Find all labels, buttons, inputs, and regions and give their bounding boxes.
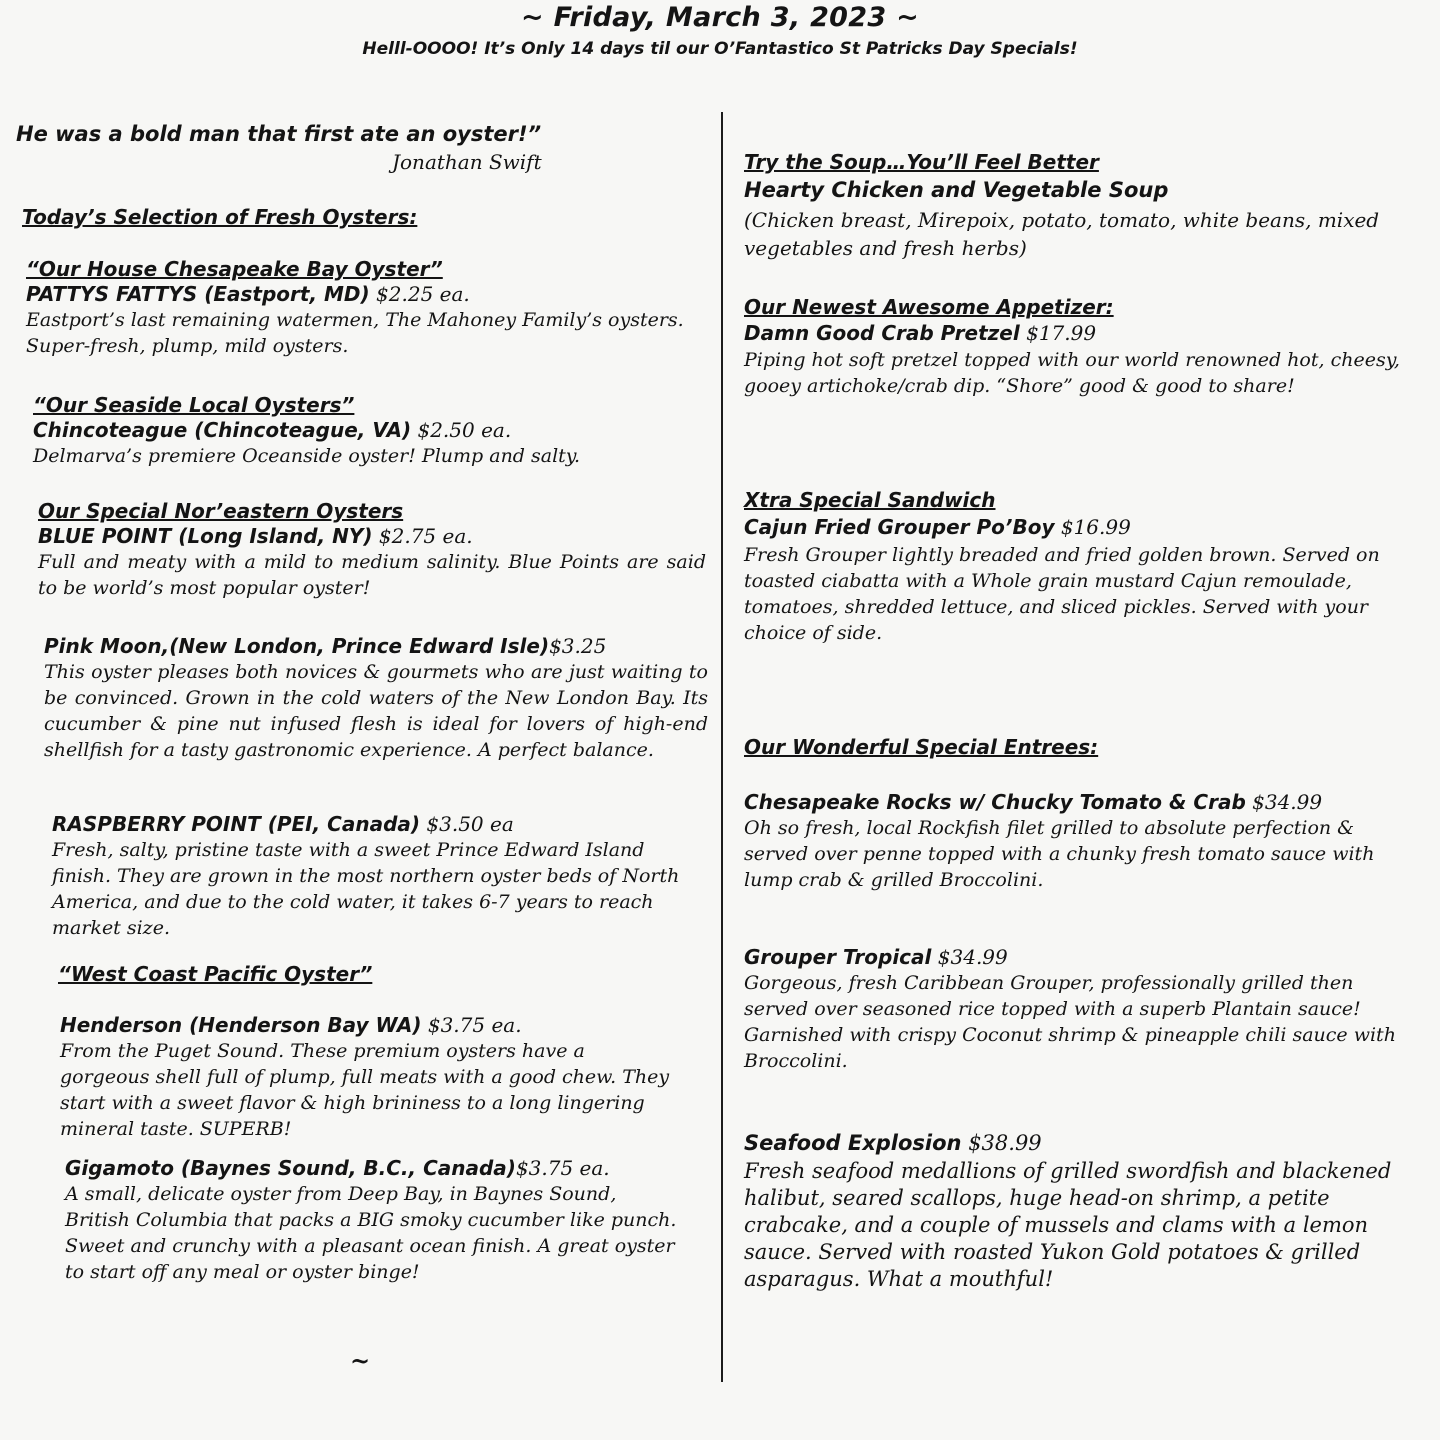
appetizer-section	[744, 295, 1414, 399]
oyster-name: Gigamoto (Baynes Sound, B.C., Canada)	[65, 1156, 516, 1180]
sandwich-name: Cajun Fried Grouper Po’Boy	[744, 515, 1055, 539]
entree-description: Oh so fresh, local Rockfish filet grilled to absolute perfection & served over penne topped with a chunky fresh tomato sauce with lump crab & grilled Broccolini.	[744, 817, 1375, 891]
oyster-item	[26, 257, 691, 359]
oyster-description: This oyster pleases both novices & gourmets who are just waiting to be convinced. Grown in the cold waters of the New London Bay. Its cucumber & pine nut infused flesh is ideal for lovers of high-end shellfish for a tasty gastronomic experience. A perfect balance.	[44, 661, 708, 761]
oyster-description: A small, delicate oyster from Deep Bay, in Baynes Sound, British Columbia that packs a BIG smoky cucumber like punch. Sweet and crunchy with a pleasant ocean finish. A great oyster to start off any meal or oyster binge!	[65, 1183, 677, 1283]
entree-description: Fresh seafood medallions of grilled swordfish and blackened halibut, seared scallops, huge head-on shrimp, a petite crabcake, and a couple of mussels and clams with a lemon sauce. Served with roasted Yukon Gold potatoes & grilled asparagus. What a mouthful!	[744, 1159, 1392, 1291]
sandwich-price: $16.99	[1060, 515, 1131, 539]
oyster-name: Pink Moon,(New London, Prince Edward Isle)	[44, 634, 550, 658]
soup-section	[744, 150, 1424, 262]
appetizer-name: Damn Good Crab Pretzel	[744, 321, 1020, 345]
oyster-section-heading: Today’s Selection of Fresh Oysters:	[22, 205, 418, 229]
menu-tagline: Helll-OOOO! It’s Only 14 days til our O’Fantastico St Patricks Day Specials!	[362, 39, 1078, 59]
oyster-price: $2.25 ea.	[376, 282, 470, 306]
oyster-price: $2.75 ea.	[378, 524, 473, 548]
oyster-description: Fresh, salty, pristine taste with a sweet Prince Edward Island finish. They are grown in the most northern oyster beds of North America, and due to the cold water, it takes 6-7 years to reach market size.	[52, 839, 680, 939]
entree-price: $34.99	[937, 945, 1008, 969]
quote-text: He was a bold man that first ate an oyster!”	[16, 122, 542, 146]
oyster-item	[44, 633, 708, 763]
entree-item	[744, 944, 1409, 1074]
oyster-item	[38, 499, 706, 601]
oyster-category: “West Coast Pacific Oyster”	[58, 962, 373, 986]
oyster-category: Our Special Nor’eastern Oysters	[38, 499, 404, 523]
entree-name: Grouper Tropical	[744, 945, 932, 969]
entree-name: Chesapeake Rocks w/ Chucky Tomato & Crab	[744, 790, 1246, 814]
oyster-description: Full and meaty with a mild to medium salinity. Blue Points are said to be world’s most popular oyster!	[38, 551, 706, 599]
oyster-name: BLUE POINT (Long Island, NY)	[38, 524, 373, 548]
oyster-item	[65, 1155, 685, 1285]
oyster-item	[33, 393, 693, 469]
oyster-description: From the Puget Sound. These premium oysters have a gorgeous shell full of plump, full meats with a good chew. They start with a sweet flavor & high brininess to a long lingering mineral taste. SUPERB!	[60, 1040, 670, 1140]
appetizer-heading: Our Newest Awesome Appetizer:	[744, 295, 1114, 319]
oyster-name: Henderson (Henderson Bay WA)	[60, 1013, 422, 1037]
closing-tilde: ~	[350, 1346, 371, 1375]
entree-item	[744, 1128, 1394, 1293]
entree-name: Seafood Explosion	[744, 1131, 962, 1155]
entree-description: Gorgeous, fresh Caribbean Grouper, professionally grilled then served over seasoned rice topped with a superb Plantain sauce! Garnished with crispy Coconut shrimp & pineapple chili sauce with Broccolini.	[744, 972, 1396, 1072]
opening-quote	[16, 122, 576, 174]
oyster-price: $3.50 ea	[426, 812, 514, 836]
oyster-name: PATTYS FATTYS (Eastport, MD)	[26, 282, 370, 306]
menu-header	[0, 0, 1440, 59]
appetizer-price: $17.99	[1026, 321, 1097, 345]
appetizer-description: Piping hot soft pretzel topped with our world renowned hot, cheesy, gooey artichoke/crab dip. “Shore” good & good to share!	[744, 349, 1400, 397]
sandwich-heading: Xtra Special Sandwich	[744, 488, 996, 512]
oyster-description: Delmarva’s premiere Oceanside oyster! Plump and salty.	[33, 445, 581, 467]
entree-price: $34.99	[1252, 790, 1323, 814]
sandwich-description: Fresh Grouper lightly breaded and fried golden brown. Served on toasted ciabatta with a Whole grain mustard Cajun remoulade, tomatoes, shredded lettuce, and sliced pickles. Served with your choice of side.	[744, 544, 1380, 644]
soup-name: Hearty Chicken and Vegetable Soup	[744, 178, 1169, 202]
oyster-name: RASPBERRY POINT (PEI, Canada)	[52, 812, 421, 836]
oyster-category: “Our House Chesapeake Bay Oyster”	[26, 257, 443, 281]
soup-heading: Try the Soup…You’ll Feel Better	[744, 150, 1099, 174]
oyster-name: Chincoteague (Chincoteague, VA)	[33, 418, 412, 442]
oyster-price: $3.25	[549, 634, 607, 658]
entree-price: $38.99	[968, 1131, 1042, 1155]
quote-author: Jonathan Swift	[392, 150, 542, 174]
oyster-price: $3.75 ea.	[515, 1156, 610, 1180]
sandwich-section	[744, 488, 1420, 646]
oyster-description: Eastport’s last remaining watermen, The Mahoney Family’s oysters. Super-fresh, plump, mild oysters.	[26, 309, 684, 357]
entree-item	[744, 789, 1409, 893]
soup-description: (Chicken breast, Mirepoix, potato, tomato, white beans, mixed vegetables and fresh herbs)	[744, 208, 1380, 260]
oyster-item	[52, 811, 708, 941]
oyster-price: $3.75 ea.	[427, 1013, 522, 1037]
column-divider	[721, 112, 723, 1382]
oyster-item	[60, 1012, 680, 1142]
menu-date: ~ Friday, March 3, 2023 ~	[520, 2, 920, 33]
oyster-price: $2.50 ea.	[417, 418, 512, 442]
oyster-category: “Our Seaside Local Oysters”	[33, 393, 355, 417]
entrees-heading: Our Wonderful Special Entrees:	[744, 735, 1099, 759]
